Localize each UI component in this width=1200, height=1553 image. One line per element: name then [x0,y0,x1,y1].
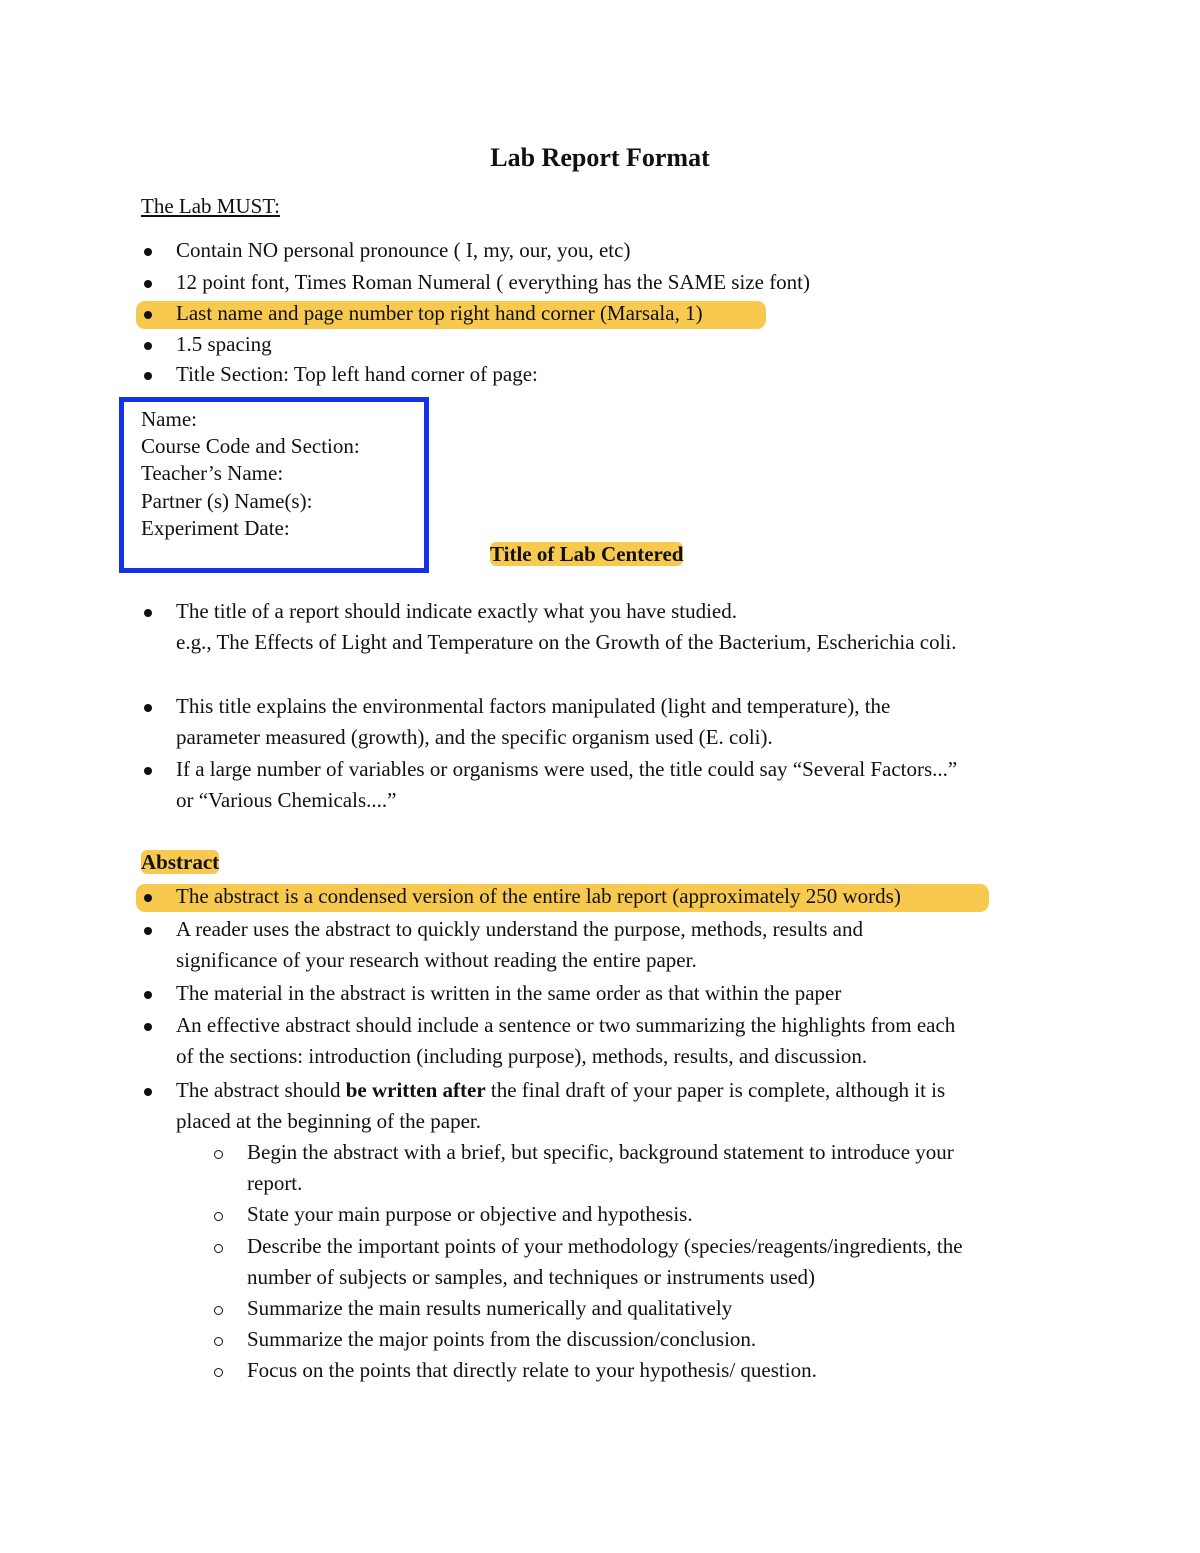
abstract-heading [141,850,219,875]
abstract-sub-1-line-2: report. [247,1171,303,1195]
must-item-4: 1.5 spacing [176,332,272,356]
abstract-item-5-line-2: placed at the beginning of the paper. [176,1109,481,1133]
bullet-icon [141,764,155,778]
abstract-item-1: The abstract is a condensed version of the entire lab report (approximately 250 words) [176,884,901,908]
must-item-3: Last name and page number top right hand corner (Marsala, 1) [176,301,703,325]
must-item-1: Contain NO personal pronounce ( I, my, our, you, etc) [176,238,631,262]
bullet-icon [141,1085,155,1099]
abstract-sub-6: Focus on the points that directly relate to your hypothesis/ question. [247,1358,817,1382]
circle-bullet-icon [213,1211,225,1223]
abstract-item-5-pre: The abstract should [176,1078,346,1102]
box-line-partner: Partner (s) Name(s): [141,489,313,513]
must-item-5: Title Section: Top left hand corner of page: [176,362,538,386]
bullet-icon [141,308,155,322]
bullet-icon [141,891,155,905]
lab-title-heading [490,542,683,567]
abstract-item-5-bold-written-after: written after [371,1078,486,1102]
bullet-icon [141,924,155,938]
abstract-item-5-bold-be: be [345,1078,367,1102]
bullet-icon [141,988,155,1002]
abstract-item-5-line-1 [176,1078,945,1103]
abstract-item-2-line-2: significance of your research without reading the entire paper. [176,948,697,972]
abstract-item-5-post: the final draft of your paper is complete, although it is [485,1078,946,1102]
abstract-heading-text: Abstract [141,850,220,874]
box-line-name: Name: [141,407,197,431]
abstract-sub-1-line-1: Begin the abstract with a brief, but specific, background statement to introduce your [247,1140,954,1164]
bullet-icon [141,1020,155,1034]
title-item-2-line-2: parameter measured (growth), and the specific organism used (E. coli). [176,725,773,749]
box-line-teacher: Teacher’s Name: [141,461,284,485]
page-title: Lab Report Format [490,143,710,172]
circle-bullet-icon [213,1149,225,1161]
abstract-sub-3-line-2: number of subjects or samples, and techniques or instruments used) [247,1265,816,1289]
abstract-sub-3-line-1: Describe the important points of your methodology (species/reagents/ingredients, the [247,1234,963,1258]
abstract-sub-5: Summarize the major points from the discussion/conclusion. [247,1327,757,1351]
bullet-icon [141,369,155,383]
must-heading: The Lab MUST: [141,194,280,218]
circle-bullet-icon [213,1336,225,1348]
bullet-icon [141,606,155,620]
abstract-item-3: The material in the abstract is written in the same order as that within the paper [176,981,842,1005]
abstract-item-4-line-1: An effective abstract should include a sentence or two summarizing the highlights from each [176,1013,956,1037]
must-item-2: 12 point font, Times Roman Numeral ( everything has the SAME size font) [176,270,811,294]
box-line-date: Experiment Date: [141,516,290,540]
bullet-icon [141,277,155,291]
title-item-3-line-2: or “Various Chemicals....” [176,788,397,812]
title-item-2-line-1: This title explains the environmental factors manipulated (light and temperature), the [176,694,891,718]
circle-bullet-icon [213,1305,225,1317]
abstract-sub-4: Summarize the main results numerically and qualitatively [247,1296,733,1320]
box-line-course: Course Code and Section: [141,434,360,458]
title-item-1-line-2: e.g., The Effects of Light and Temperature on the Growth of the Bacterium, Escherichia coli. [176,630,957,654]
bullet-icon [141,339,155,353]
title-item-1-line-1: The title of a report should indicate exactly what you have studied. [176,599,737,623]
circle-bullet-icon [213,1367,225,1379]
abstract-sub-2: State your main purpose or objective and hypothesis. [247,1202,693,1226]
abstract-item-2-line-1: A reader uses the abstract to quickly understand the purpose, methods, results and [176,917,863,941]
circle-bullet-icon [213,1243,225,1255]
title-item-3-line-1: If a large number of variables or organisms were used, the title could say “Several Factors...” [176,757,958,781]
bullet-icon [141,701,155,715]
bullet-icon [141,245,155,259]
lab-title-text: Title of Lab Centered [490,542,684,566]
abstract-item-4-line-2: of the sections: introduction (including purpose), methods, results, and discussion. [176,1044,868,1068]
